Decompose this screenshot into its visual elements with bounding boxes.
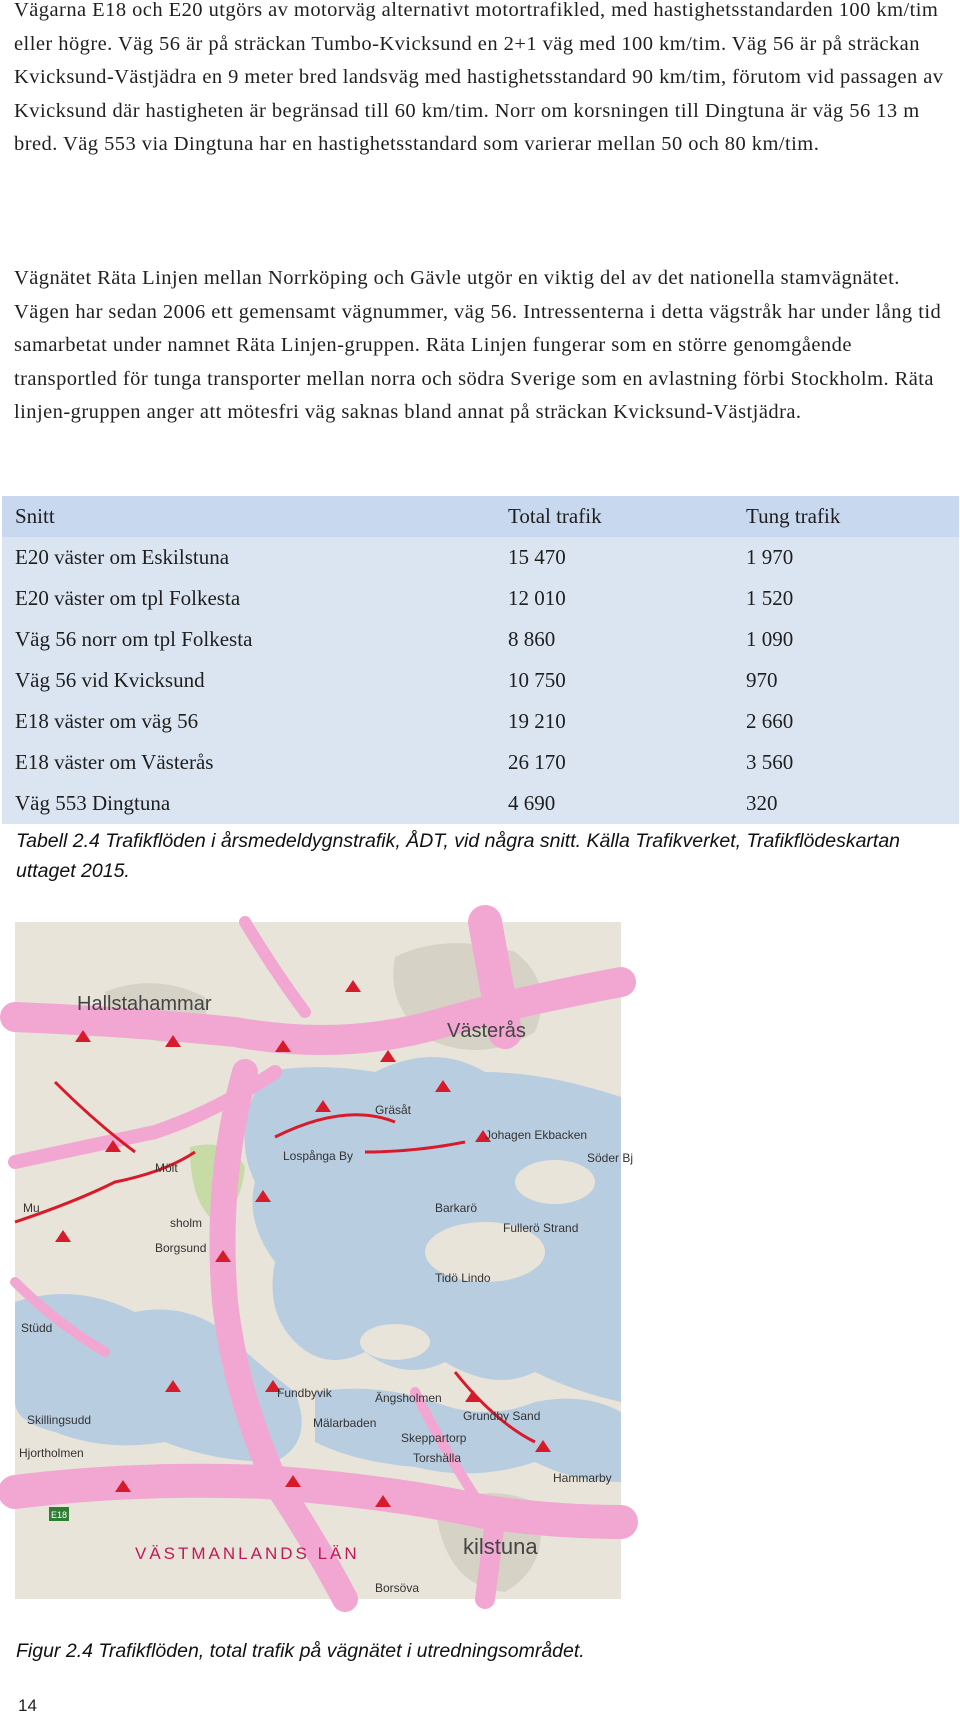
cell-total: 12 010 — [508, 586, 566, 610]
header-snitt: Snitt — [15, 504, 55, 528]
cell-tung: 320 — [746, 791, 778, 815]
cell-snitt: E20 väster om Eskilstuna — [15, 545, 230, 569]
cell-snitt: Väg 56 vid Kvicksund — [15, 668, 205, 692]
header-tung-trafik: Tung trafik — [746, 504, 841, 528]
label-vasteras: Västerås — [447, 1020, 526, 1042]
cell-tung: 970 — [746, 668, 778, 692]
label-stadd: Stüdd — [21, 1321, 53, 1335]
cell-total: 4 690 — [508, 791, 556, 815]
cell-snitt: E18 väster om Västerås — [15, 750, 214, 774]
label-vastmanlands-lan: VÄSTMANLANDS LÄN — [135, 1544, 360, 1563]
cell-tung: 1 090 — [746, 627, 794, 651]
label-borgsund: Borgsund — [155, 1241, 207, 1255]
label-tido: Tidö Lindo — [435, 1271, 491, 1285]
label-gragard: Gräsåt — [375, 1103, 412, 1117]
label-hallstahammar: Hallstahammar — [77, 993, 212, 1015]
label-grundby: Grundby Sand — [463, 1409, 541, 1423]
header-total-trafik: Total trafik — [508, 504, 602, 528]
label-johagen: Johagen Ekbacken — [485, 1128, 588, 1142]
cell-tung: 1 970 — [746, 545, 794, 569]
label-soder: Söder Bj — [587, 1151, 634, 1165]
table-row — [2, 783, 959, 824]
cell-snitt: Väg 56 norr om tpl Folkesta — [15, 627, 253, 651]
label-sholm: sholm — [170, 1216, 203, 1230]
table-header-row — [2, 496, 959, 537]
label-borsova: Borsöva — [375, 1581, 420, 1595]
island — [515, 1160, 595, 1204]
cell-snitt: Väg 553 Dingtuna — [15, 791, 171, 815]
table-row — [2, 578, 959, 619]
label-barkaro: Barkarö — [435, 1201, 478, 1215]
label-fundbyvik: Fundbyvik — [277, 1386, 332, 1400]
table-row — [2, 701, 959, 742]
label-skeppartorp: Skeppartorp — [401, 1431, 467, 1445]
island — [360, 1324, 430, 1360]
cell-tung: 2 660 — [746, 709, 794, 733]
body-paragraph-1: Vägarna E18 och E20 utgörs av motorväg alternativt motortrafikled, med hastighetsstandarden 100 km/tim eller högre. Väg 56 är på sträckan Tumbo-Kvicksund en 2+1 väg med 100 km/tim. Väg 56 är på sträckan Kvicksund-Västjädra en 9 meter bred landsväg med hastighetsstandard 90 km/tim, förutom vid passagen av Kvicksund där hastigheten är begränsad till 60 km/tim. Norr om korsningen till Dingtuna är väg 56 13 m bred. Väg 553 via Dingtuna har en hastighetsstandard som varierar mellan 50 och 80 km/tim. — [14, 0, 944, 155]
cell-snitt: E18 väster om väg 56 — [15, 709, 199, 733]
figure-caption: Figur 2.4 Trafikflöden, total trafik på vägnätet i utredningsområdet. — [16, 1640, 585, 1662]
cell-tung: 1 520 — [746, 586, 794, 610]
label-torshalla: Torshälla — [413, 1451, 462, 1465]
label-molt: Mölt — [155, 1161, 178, 1175]
table-row — [2, 619, 959, 660]
label-hjortholmen: Hjortholmen — [19, 1446, 84, 1460]
road-north — [485, 922, 505, 1032]
label-angsholmen: Ängsholmen — [375, 1391, 442, 1405]
traffic-flow-map — [15, 922, 634, 1599]
cell-total: 26 170 — [508, 750, 566, 774]
cell-snitt: E20 väster om tpl Folkesta — [15, 586, 241, 610]
label-malarbaden: Mälarbaden — [313, 1416, 377, 1430]
table-row — [2, 537, 959, 578]
label-hammarby: Hammarby — [553, 1471, 612, 1485]
traffic-table — [2, 496, 959, 824]
table-row — [2, 742, 959, 783]
cell-total: 19 210 — [508, 709, 566, 733]
label-skillingsudd: Skillingsudd — [27, 1413, 92, 1427]
label-fullero: Fullerö Strand — [503, 1221, 579, 1235]
cell-tung: 3 560 — [746, 750, 794, 774]
label-lospanga: Lospånga By — [283, 1149, 354, 1163]
page-number: 14 — [18, 1696, 37, 1715]
cell-total: 8 860 — [508, 627, 556, 651]
map-image — [15, 922, 634, 1599]
cell-total: 15 470 — [508, 545, 566, 569]
shield-label: E18 — [51, 1510, 68, 1520]
body-paragraph-2: Vägnätet Räta Linjen mellan Norrköping och Gävle utgör en viktig del av det nationella stamvägnätet. Vägen har sedan 2006 ett gemensamt vägnummer, väg 56. Intressenterna i detta vägstråk har under lång tid samarbetat under namnet Räta Linjen-gruppen. Räta Linjen fungerar som en större genomgående transportled för tunga transporter mellan norra och södra Sverige som en avlastning förbi Stockholm. Räta linjen-gruppen anger att mötesfri väg saknas bland annat på sträckan Kvicksund-Västjädra. — [14, 267, 942, 423]
label-eskilstuna: kilstuna — [463, 1534, 538, 1559]
table-caption: Tabell 2.4 Trafikflöden i årsmedeldygnstrafik, ÅDT, vid några snitt. Källa Trafikverket, Trafikflödeskartan uttaget 2015. — [16, 830, 901, 882]
label-mu: Mu — [23, 1201, 40, 1215]
table-row — [2, 660, 959, 701]
cell-total: 10 750 — [508, 668, 566, 692]
